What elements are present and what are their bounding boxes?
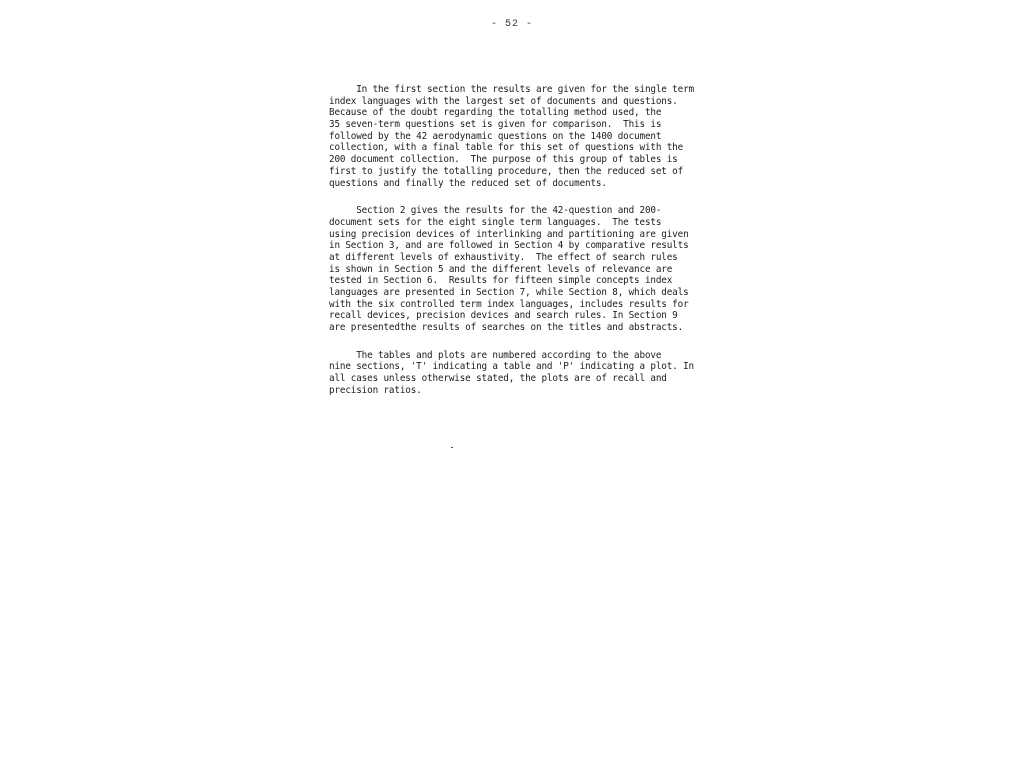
text-line: all cases unless otherwise stated, the plots are of recall and: [329, 373, 667, 385]
paragraph-3: [329, 350, 699, 397]
page-number: - 52 -: [490, 19, 533, 30]
text-line: in Section 3, and are followed in Section 4 by comparative results: [329, 240, 689, 252]
text-line: Section 2 gives the results for the 42-question and 200-: [329, 205, 662, 217]
text-line: Because of the doubt regarding the totalling method used, the: [329, 107, 662, 119]
text-line: collection, with a final table for this set of questions with the: [329, 142, 684, 154]
text-line: at different levels of exhaustivity. The effect of search rules: [329, 251, 678, 263]
document-body: [329, 84, 699, 413]
text-line: 35 seven-term questions set is given for comparison. This is: [329, 119, 662, 131]
text-line: document sets for the eight single term languages. The tests: [329, 216, 662, 228]
text-line: In the first section the results are given for the single term: [329, 84, 694, 95]
text-line: index languages with the largest set of documents and questions.: [329, 95, 678, 107]
text-line: tested in Section 6. Results for fifteen simple concepts index: [329, 275, 673, 287]
text-line: questions and finally the reduced set of documents.: [329, 177, 607, 189]
text-line: The tables and plots are numbered according to the above: [329, 349, 662, 361]
text-line: recall devices, precision devices and search rules. In Section 9: [329, 310, 678, 322]
text-line: with the six controlled term index languages, includes results for: [329, 298, 689, 310]
text-line: followed by the 42 aerodynamic questions on the 1400 document: [329, 130, 662, 142]
text-line: is shown in Section 5 and the different levels of relevance are: [329, 263, 673, 275]
text-line: precision ratios.: [329, 384, 422, 396]
paragraph-1: [329, 84, 699, 189]
text-line: nine sections, 'T' indicating a table and 'P' indicating a plot. In: [329, 361, 694, 373]
scan-speck: [451, 447, 453, 448]
text-line: 200 document collection. The purpose of this group of tables is: [329, 154, 678, 166]
text-line: languages are presented in Section 7, while Section 8, which deals: [329, 287, 689, 298]
text-line: using precision devices of interlinking and partitioning are given: [329, 228, 689, 240]
text-line: are presentedthe results of searches on the titles and abstracts.: [329, 322, 684, 334]
paragraph-2: [329, 205, 699, 334]
text-line: first to justify the totalling procedure, then the reduced set of: [329, 165, 684, 177]
